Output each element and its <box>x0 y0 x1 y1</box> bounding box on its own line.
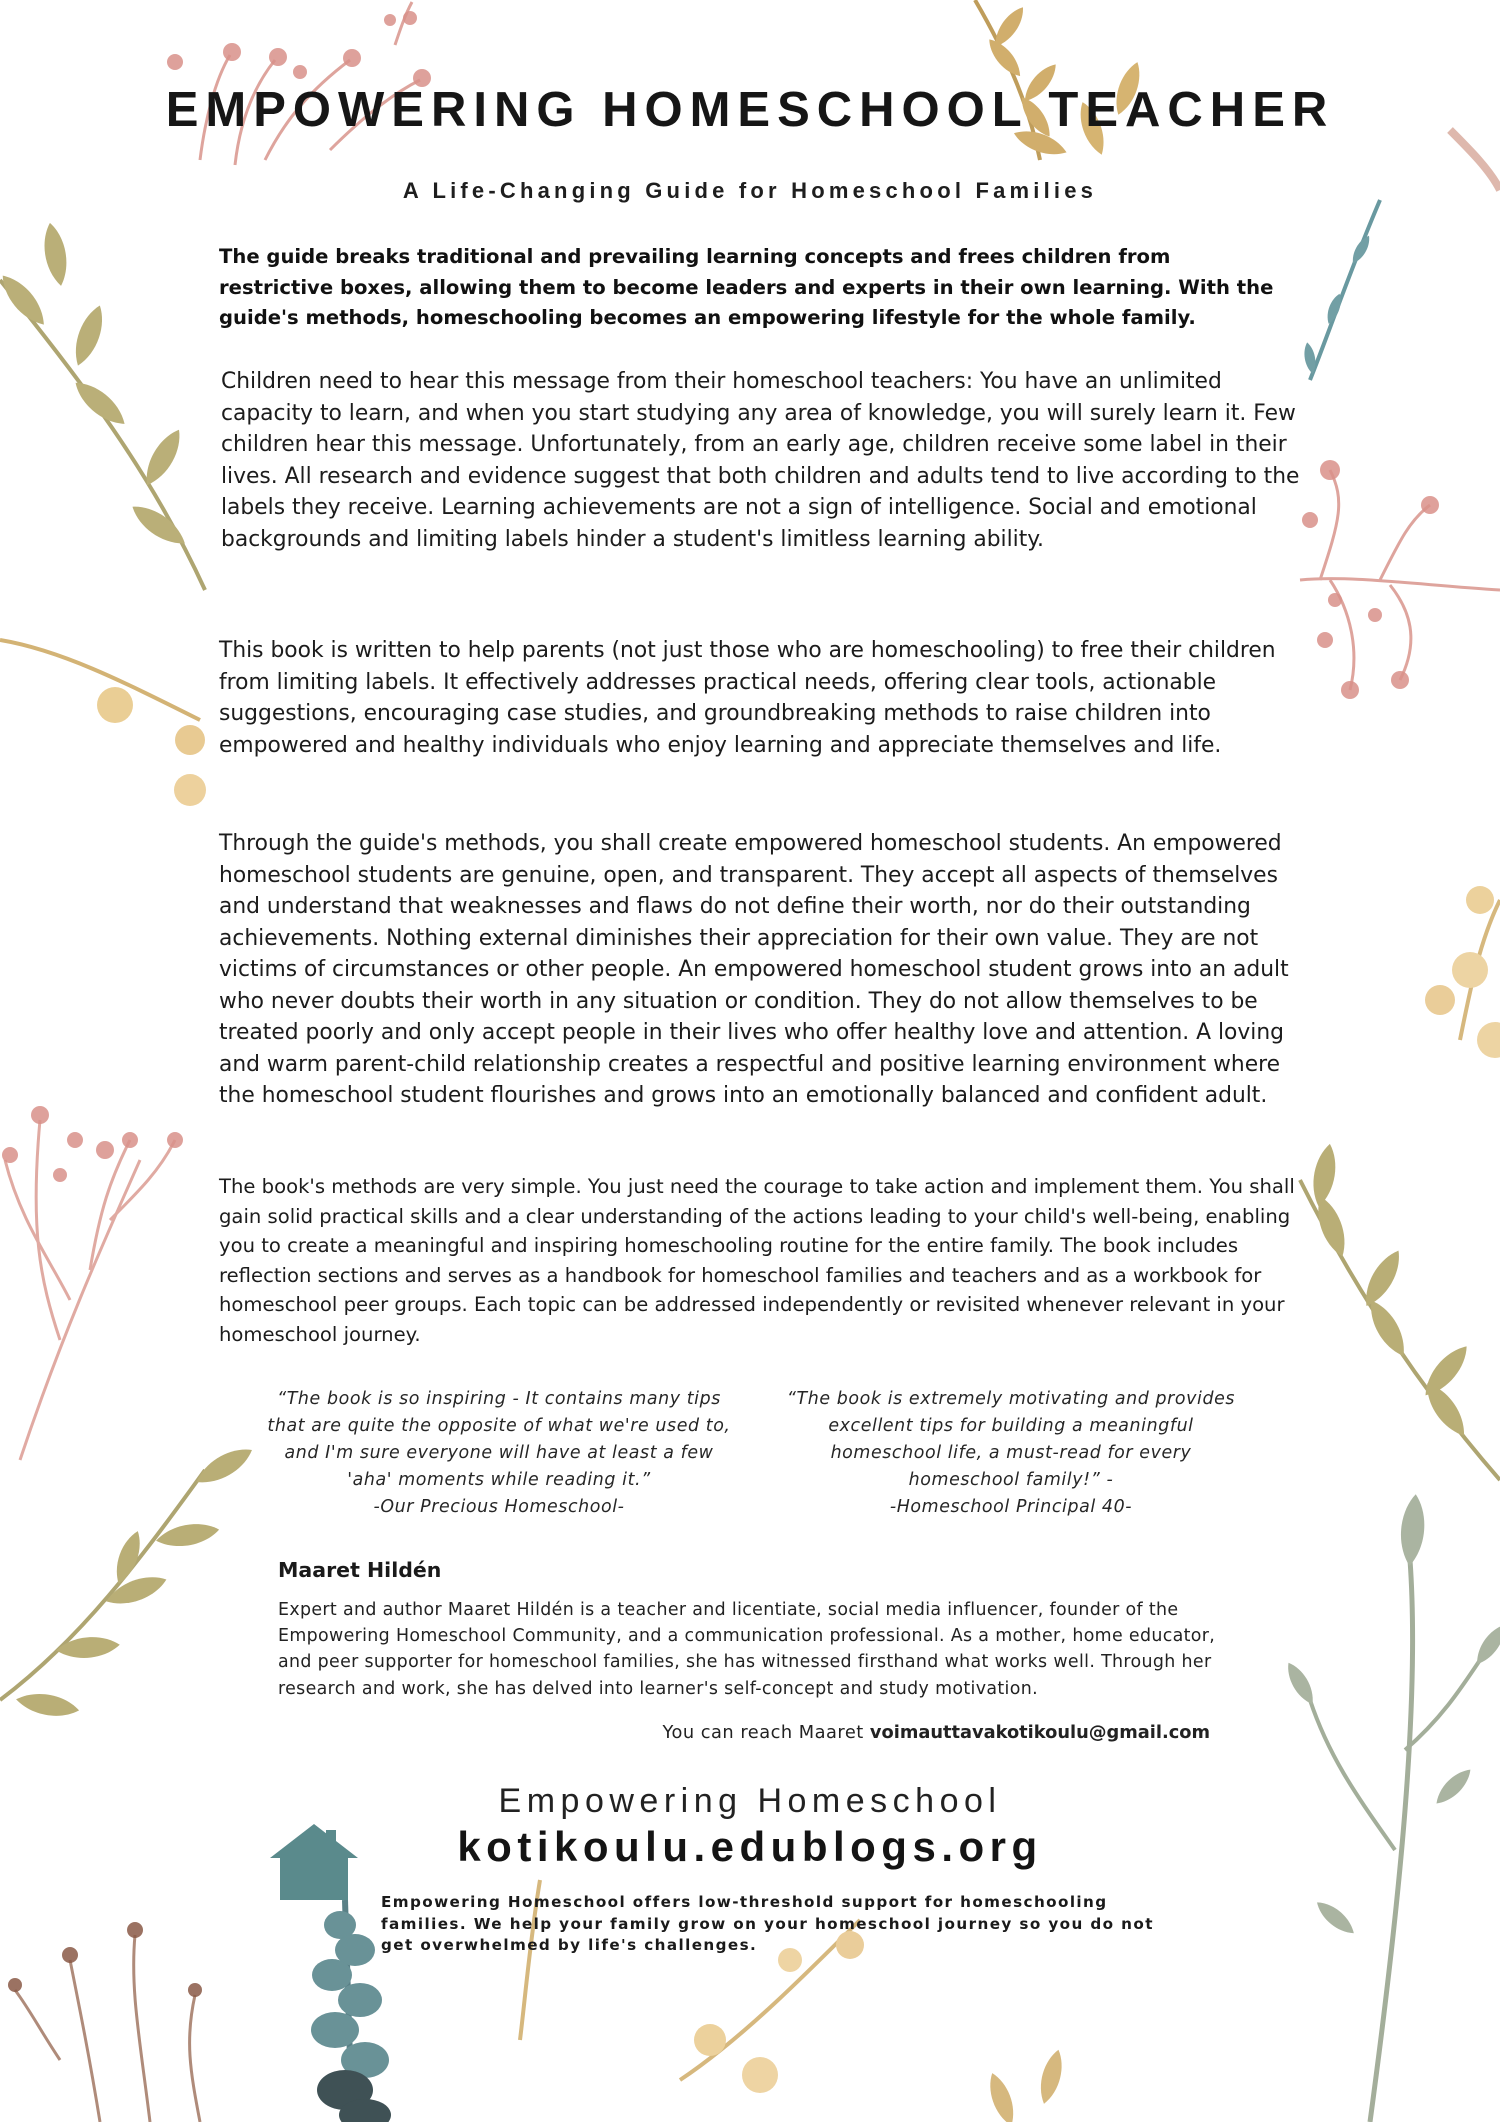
intro-paragraph: The guide breaks traditional and prevailing learning concepts and frees children from restrictive boxes, allowing them to become leaders and experts in their own learning. With the guide's methods, homeschooling becomes an empowering lifestyle for the whole family. <box>219 245 1274 329</box>
testimonial-quote: “The book is so inspiring - It contains many tips that are quite the opposite of what we're used to, and I'm sure everyone will have at least a few 'aha' moments while reading it.” <box>267 1389 731 1490</box>
author-bio: Expert and author Maaret Hildén is a teacher and licentiate, social media influencer, founder of the Empowering Homeschool Community, and a communication professional. As a mother, home educator, and peer supporter for homeschool families, she has witnessed firsthand what works well. Through her research and work, she has delved into learner's self-concept and study motivation. <box>278 1600 1216 1699</box>
testimonial-quote: “The book is extremely motivating and provides excellent tips for building a meaningful homeschool life, a must-read for every homeschool family!” - <box>786 1389 1236 1490</box>
body-paragraph: The book's methods are very simple. You just need the courage to take action and implement them. You shall gain solid practical skills and a clear understanding of the actions leading to your child's well-being, enabling you to create a meaningful and inspiring homeschooling routine for the entire family. The book includes reflection sections and serves as a handbook for homeschool families and teachers and as a workbook for homeschool peer groups. Each topic can be addressed independently or revisited whenever relevant in your homeschool journey. <box>219 1175 1295 1346</box>
footer-website-link[interactable]: kotikoulu.edublogs.org <box>457 1823 1043 1870</box>
testimonial-source: -Our Precious Homeschool- <box>373 1497 625 1517</box>
author-contact <box>662 1722 1210 1743</box>
footer-brand-name: Empowering Homeschool <box>498 1782 1002 1820</box>
testimonial-source: -Homeschool Principal 40- <box>889 1497 1133 1517</box>
body-paragraph: This book is written to help parents (not just those who are homeschooling) to free their children from limiting labels. It effectively addresses practical needs, offering clear tools, actionable suggestions, encouraging case studies, and groundbreaking methods to raise children into empowered and healthy individuals who enjoy learning and appreciate themselves and life. <box>219 638 1276 758</box>
body-paragraph: Through the guide's methods, you shall create empowered homeschool students. An empowered homeschool students are genuine, open, and transparent. They accept all aspects of themselves and understand that weaknesses and flaws do not define their worth, nor do their outstanding achievements. Nothing external diminishes their appreciation for their own value. They are not victims of circumstances or other people. An empowered homeschool student grows into an adult who never doubts their worth in any situation or condition. They do not allow themselves to be treated poorly and only accept people in their lives who offer healthy love and attention. A loving and warm parent-child relationship creates a respectful and positive learning environment where the homeschool student flourishes and grows into an emotionally balanced and confident adult. <box>219 831 1289 1108</box>
page-subtitle: A Life-Changing Guide for Homeschool Families <box>402 178 1098 203</box>
body-paragraph: Children need to hear this message from their homeschool teachers: You have an unlimited capacity to learn, and when you start studying any area of knowledge, you will surely learn it. Few children hear this message. Unfortunately, from an early age, children receive some label in their lives. All research and evidence suggest that both children and adults tend to live according to the labels they receive. Learning achievements are not a sign of intelligence. Social and emotional backgrounds and limiting labels hinder a student's limitless learning ability. <box>221 369 1300 552</box>
testimonial <box>264 1386 734 1521</box>
footer-description: Empowering Homeschool offers low-threshold support for homeschooling families. We help your family grow on your homeschool journey so you do not get overwhelmed by life's challenges. <box>381 1893 1154 1954</box>
house-icon <box>268 1822 360 1902</box>
author-name: Maaret Hildén <box>278 1558 442 1582</box>
author-email-link[interactable]: voimauttavakotikoulu@gmail.com <box>869 1722 1210 1743</box>
testimonial <box>776 1386 1246 1521</box>
page-title: EMPOWERING HOMESCHOOL TEACHER <box>165 83 1335 137</box>
contact-prefix: You can reach Maaret <box>662 1722 864 1743</box>
